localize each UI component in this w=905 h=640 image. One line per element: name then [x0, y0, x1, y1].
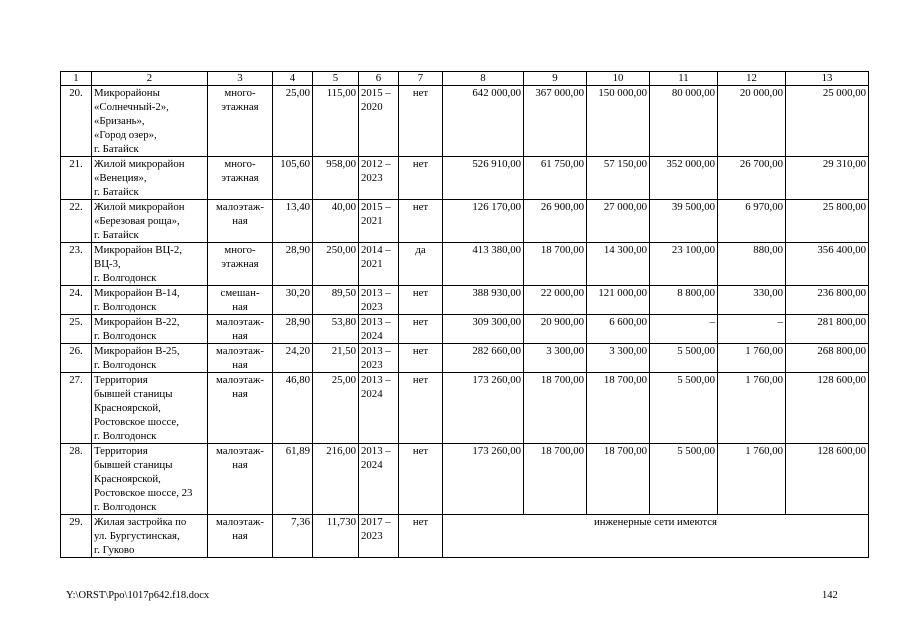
col-header: 12 [718, 72, 786, 86]
building-type: малоэтаж- ная [208, 444, 273, 515]
building-type: малоэтаж- ная [208, 200, 273, 243]
object-name: Жилая застройка по ул. Бургустинская, г. Гуково [92, 515, 208, 558]
cell-col9: 18 700,00 [524, 444, 587, 515]
cell-col7: нет [399, 86, 443, 157]
cell-col10: 18 700,00 [587, 373, 650, 444]
table-row [61, 373, 869, 444]
data-table [60, 71, 869, 558]
cell-col9: 61 750,00 [524, 157, 587, 200]
cell-col11: 23 100,00 [650, 243, 718, 286]
cell-col13: 236 800,00 [786, 286, 869, 315]
object-name: Микрорайоны «Солнечный-2», «Бризань», «Город озер», г. Батайск [92, 86, 208, 157]
row-number: 26. [61, 344, 92, 373]
cell-col13: 356 400,00 [786, 243, 869, 286]
cell-col5: 115,00 [313, 86, 359, 157]
period: 2013 – 2024 [359, 444, 399, 515]
period: 2014 – 2021 [359, 243, 399, 286]
building-type: малоэтаж- ная [208, 315, 273, 344]
period: 2015 – 2021 [359, 200, 399, 243]
cell-col12: 26 700,00 [718, 157, 786, 200]
cell-col8: 388 930,00 [443, 286, 524, 315]
cell-col7: да [399, 243, 443, 286]
cell-col12: 330,00 [718, 286, 786, 315]
table-row [61, 157, 869, 200]
period: 2012 – 2023 [359, 157, 399, 200]
table-row [61, 444, 869, 515]
row-number: 23. [61, 243, 92, 286]
table-row [61, 286, 869, 315]
cell-col10: 121 000,00 [587, 286, 650, 315]
object-name: Микрорайон ВЦ-2, ВЦ-3, г. Волгодонск [92, 243, 208, 286]
file-path: Y:\ORST\Ppo\1017p642.f18.docx [66, 590, 210, 601]
period: 2015 – 2020 [359, 86, 399, 157]
cell-col8: 126 170,00 [443, 200, 524, 243]
cell-col5: 89,50 [313, 286, 359, 315]
table-row [61, 515, 869, 558]
header-row [61, 72, 869, 86]
cell-col5: 40,00 [313, 200, 359, 243]
col-header: 13 [786, 72, 869, 86]
object-name: Территория бывшей станицы Красноярской, Ростовское шоссе, г. Волгодонск [92, 373, 208, 444]
col-header: 3 [208, 72, 273, 86]
row-number: 29. [61, 515, 92, 558]
period: 2017 – 2023 [359, 515, 399, 558]
cell-col12: 1 760,00 [718, 444, 786, 515]
cell-col8: 642 000,00 [443, 86, 524, 157]
building-type: смешан- ная [208, 286, 273, 315]
cell-col8: 526 910,00 [443, 157, 524, 200]
cell-col12: 20 000,00 [718, 86, 786, 157]
table-row [61, 344, 869, 373]
object-name: Микрорайон В-14, г. Волгодонск [92, 286, 208, 315]
cell-col7: нет [399, 444, 443, 515]
building-type: малоэтаж- ная [208, 373, 273, 444]
period: 2013 – 2023 [359, 286, 399, 315]
col-header: 10 [587, 72, 650, 86]
cell-col13: 25 000,00 [786, 86, 869, 157]
cell-col10: 14 300,00 [587, 243, 650, 286]
cell-col12: 6 970,00 [718, 200, 786, 243]
cell-col13: 29 310,00 [786, 157, 869, 200]
object-name: Микрорайон В-25, г. Волгодонск [92, 344, 208, 373]
cell-col7: нет [399, 200, 443, 243]
cell-col7: нет [399, 344, 443, 373]
object-name: Микрорайон В-22, г. Волгодонск [92, 315, 208, 344]
page-number: 142 [822, 590, 838, 601]
cell-col8: 309 300,00 [443, 315, 524, 344]
cell-col10: 27 000,00 [587, 200, 650, 243]
col-header: 5 [313, 72, 359, 86]
cell-col9: 22 000,00 [524, 286, 587, 315]
cell-col5: 21,50 [313, 344, 359, 373]
table-row [61, 315, 869, 344]
cell-col4: 28,90 [273, 243, 313, 286]
cell-col10: 3 300,00 [587, 344, 650, 373]
cell-col4: 7,36 [273, 515, 313, 558]
cell-col4: 13,40 [273, 200, 313, 243]
cell-col4: 28,90 [273, 315, 313, 344]
row-number: 24. [61, 286, 92, 315]
cell-col10: 150 000,00 [587, 86, 650, 157]
cell-col11: 5 500,00 [650, 444, 718, 515]
cell-col12: – [718, 315, 786, 344]
cell-col12: 880,00 [718, 243, 786, 286]
period: 2013 – 2023 [359, 344, 399, 373]
cell-col5: 216,00 [313, 444, 359, 515]
cell-col9: 26 900,00 [524, 200, 587, 243]
cell-col11: 39 500,00 [650, 200, 718, 243]
cell-col5: 250,00 [313, 243, 359, 286]
cell-col13: 128 600,00 [786, 444, 869, 515]
col-header: 6 [359, 72, 399, 86]
cell-col12: 1 760,00 [718, 344, 786, 373]
table-row [61, 86, 869, 157]
period: 2013 – 2024 [359, 315, 399, 344]
cell-col4: 24,20 [273, 344, 313, 373]
cell-col10: 6 600,00 [587, 315, 650, 344]
cell-col8: 413 380,00 [443, 243, 524, 286]
building-type: малоэтаж- ная [208, 344, 273, 373]
cell-col7: нет [399, 315, 443, 344]
row-number: 27. [61, 373, 92, 444]
cell-col11: 8 800,00 [650, 286, 718, 315]
merged-note: инженерные сети имеются [443, 515, 869, 558]
cell-col7: нет [399, 286, 443, 315]
cell-col13: 25 800,00 [786, 200, 869, 243]
cell-col9: 3 300,00 [524, 344, 587, 373]
cell-col11: 352 000,00 [650, 157, 718, 200]
col-header: 1 [61, 72, 92, 86]
cell-col4: 61,89 [273, 444, 313, 515]
cell-col4: 30,20 [273, 286, 313, 315]
cell-col10: 57 150,00 [587, 157, 650, 200]
building-type: малоэтаж- ная [208, 515, 273, 558]
row-number: 20. [61, 86, 92, 157]
cell-col11: 5 500,00 [650, 373, 718, 444]
cell-col8: 282 660,00 [443, 344, 524, 373]
cell-col7: нет [399, 373, 443, 444]
period: 2013 – 2024 [359, 373, 399, 444]
cell-col4: 105,60 [273, 157, 313, 200]
cell-col9: 18 700,00 [524, 373, 587, 444]
table-row [61, 200, 869, 243]
col-header: 4 [273, 72, 313, 86]
building-type: много- этажная [208, 86, 273, 157]
cell-col10: 18 700,00 [587, 444, 650, 515]
cell-col11: 80 000,00 [650, 86, 718, 157]
cell-col5: 53,80 [313, 315, 359, 344]
col-header: 11 [650, 72, 718, 86]
cell-col5: 958,00 [313, 157, 359, 200]
cell-col8: 173 260,00 [443, 373, 524, 444]
cell-col13: 268 800,00 [786, 344, 869, 373]
col-header: 8 [443, 72, 524, 86]
table-row [61, 243, 869, 286]
cell-col8: 173 260,00 [443, 444, 524, 515]
row-number: 22. [61, 200, 92, 243]
row-number: 21. [61, 157, 92, 200]
cell-col13: 128 600,00 [786, 373, 869, 444]
row-number: 25. [61, 315, 92, 344]
col-header: 2 [92, 72, 208, 86]
cell-col5: 11,730 [313, 515, 359, 558]
cell-col7: нет [399, 157, 443, 200]
object-name: Территория бывшей станицы Красноярской, Ростовское шоссе, 23 г. Волгодонск [92, 444, 208, 515]
cell-col9: 20 900,00 [524, 315, 587, 344]
cell-col4: 25,00 [273, 86, 313, 157]
cell-col9: 367 000,00 [524, 86, 587, 157]
row-number: 28. [61, 444, 92, 515]
building-type: много- этажная [208, 243, 273, 286]
col-header: 9 [524, 72, 587, 86]
col-header: 7 [399, 72, 443, 86]
cell-col7: нет [399, 515, 443, 558]
object-name: Жилой микрорайон «Венеция», г. Батайск [92, 157, 208, 200]
cell-col13: 281 800,00 [786, 315, 869, 344]
cell-col12: 1 760,00 [718, 373, 786, 444]
building-type: много- этажная [208, 157, 273, 200]
cell-col4: 46,80 [273, 373, 313, 444]
cell-col9: 18 700,00 [524, 243, 587, 286]
cell-col11: – [650, 315, 718, 344]
object-name: Жилой микрорайон «Березовая роща», г. Батайск [92, 200, 208, 243]
cell-col5: 25,00 [313, 373, 359, 444]
cell-col11: 5 500,00 [650, 344, 718, 373]
